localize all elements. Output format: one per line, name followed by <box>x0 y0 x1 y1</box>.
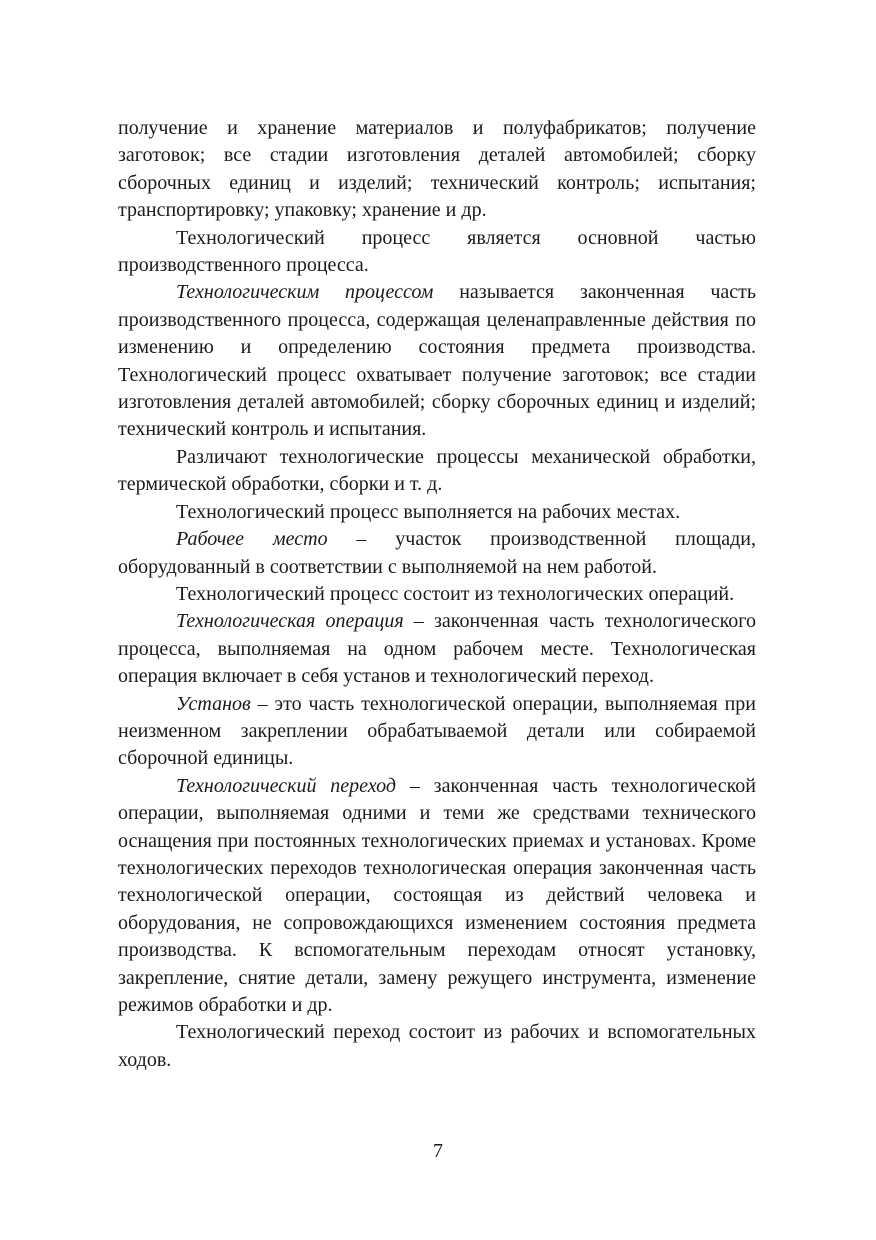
paragraph-6 <box>118 526 756 581</box>
paragraph-10-text: – законченная часть технологической операции, выполняемая одними и теми же средствами технического оснащения при постоянных технологических приемах и установах. Кроме технологических переходов технологическая операция законченная часть технологической операции, состоящая из действий человека и оборудования, не сопровождающихся изменением состояния предмета производства. К вспомогательным переходам относят установку, закрепление, снятие детали, замену режущего инструмента, изменение режимов обработки и др. <box>118 774 756 1016</box>
paragraph-7 <box>118 581 756 608</box>
paragraph-5-text: Технологический процесс выполняется на рабочих местах. <box>176 500 681 523</box>
paragraph-10 <box>118 773 756 1020</box>
paragraph-3-text: называется законченная часть производственного процесса, содержащая целенаправленные действия по изменению и определению состояния предмета производства. Технологический процесс охватывает получение заготовок; все стадии изготовления деталей автомобилей; сборку сборочных единиц и изделий; технический контроль и испытания. <box>118 281 756 441</box>
paragraph-5 <box>118 499 756 526</box>
paragraph-2-text: Технологический процесс является основной частью производственного процесса. <box>118 226 756 277</box>
paragraph-1 <box>118 115 756 225</box>
paragraph-9-text: – это часть технологической операции, выполняемая при неизменном закреплении обрабатываемой детали или собираемой сборочной единицы. <box>118 692 756 770</box>
paragraph-8 <box>118 608 756 690</box>
paragraph-9-term: Установ <box>176 692 251 715</box>
document-body <box>118 115 756 1074</box>
paragraph-7-text: Технологический процесс состоит из технологических операций. <box>176 582 735 605</box>
paragraph-4-text: Различают технологические процессы механической обработки, термической обработки, сборки и т. д. <box>118 445 756 496</box>
paragraph-8-term: Технологическая операция <box>176 610 404 633</box>
paragraph-3-term: Технологическим процессом <box>176 281 434 304</box>
paragraph-3 <box>118 279 756 443</box>
paragraph-4 <box>118 444 756 499</box>
paragraph-8-text: – законченная часть технологического процесса, выполняемая на одном рабочем месте. Технологическая операция включает в себя установ и технологический переход. <box>118 610 756 688</box>
paragraph-6-text: – участок производственной площади, оборудованный в соответствии с выполняемой на нем работой. <box>118 528 756 578</box>
page-number: 7 <box>433 1140 443 1162</box>
paragraph-1-text: получение и хранение материалов и полуфабрикатов; получение заготовок; все стадии изготовления деталей автомобилей; сборку сборочных единиц и изделий; технический контроль; испытания; транспортировку; упаковку; хранение и др. <box>118 117 756 222</box>
paragraph-6-term: Рабочее место <box>176 528 328 551</box>
paragraph-9 <box>118 691 756 773</box>
paragraph-2 <box>118 225 756 280</box>
paragraph-11-text: Технологический переход состоит из рабочих и вспомогательных ходов. <box>118 1021 756 1071</box>
paragraph-11 <box>118 1019 756 1074</box>
paragraph-10-term: Технологический переход <box>176 774 397 797</box>
